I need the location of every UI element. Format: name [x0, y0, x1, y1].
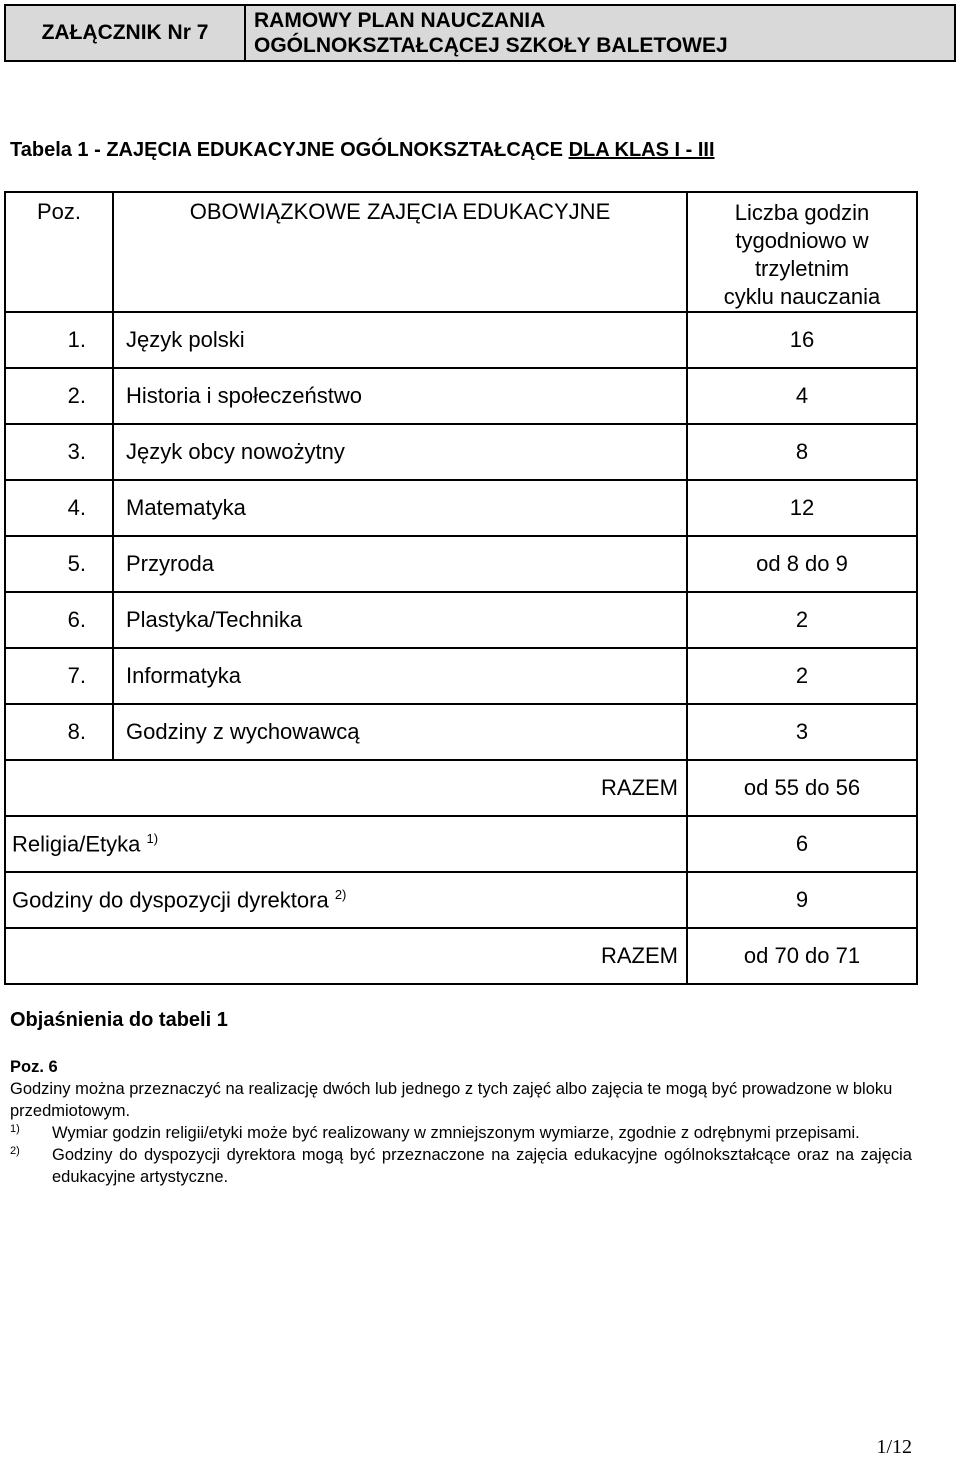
table-row	[5, 312, 917, 368]
table-title-main: Tabela 1 - ZAJĘCIA EDUKACYJNE OGÓLNOKSZTAŁCĄCE	[10, 139, 569, 161]
dyrektor-label: Godziny do dyspozycji dyrektora	[12, 887, 329, 913]
row-subject: Plastyka/Technika	[113, 592, 687, 648]
header-box	[4, 4, 956, 62]
explanations-notes	[10, 1056, 912, 1188]
row-subject: Informatyka	[113, 648, 687, 704]
razem-value: od 55 do 56	[687, 760, 917, 816]
footnote-2-mark: 2)	[10, 1145, 20, 1157]
dyrektor-cell	[5, 872, 687, 928]
footnote-2	[10, 1144, 912, 1188]
header-hours	[687, 192, 917, 312]
row-hours: od 8 do 9	[687, 536, 917, 592]
razem-label: RAZEM	[113, 928, 687, 984]
row-number: 8.	[5, 704, 113, 760]
table-header-row	[5, 192, 917, 312]
table-title	[10, 139, 715, 162]
row-subject: Język polski	[113, 312, 687, 368]
row-subject: Historia i społeczeństwo	[113, 368, 687, 424]
row-number: 3.	[5, 424, 113, 480]
title-line-2: OGÓLNOKSZTAŁCĄCEJ SZKOŁY BALETOWEJ	[254, 34, 728, 57]
footnote-1	[10, 1122, 912, 1144]
dyrektor-value: 9	[687, 872, 917, 928]
razem-row-2	[5, 928, 917, 984]
table-row	[5, 368, 917, 424]
poz-label: Poz. 6	[10, 1058, 58, 1076]
table-row	[5, 480, 917, 536]
row-number: 2.	[5, 368, 113, 424]
razem-value: od 70 do 71	[687, 928, 917, 984]
footnote-1-mark: 1)	[10, 1123, 20, 1135]
razem-spacer	[5, 928, 113, 984]
curriculum-table	[4, 191, 918, 985]
table-row	[5, 536, 917, 592]
row-hours: 16	[687, 312, 917, 368]
header-hours-line-2: tygodniowo w trzyletnim	[735, 228, 869, 281]
razem-label: RAZEM	[113, 760, 687, 816]
religia-cell	[5, 816, 687, 872]
row-hours: 4	[687, 368, 917, 424]
razem-spacer	[5, 760, 113, 816]
row-number: 6.	[5, 592, 113, 648]
table-row	[5, 704, 917, 760]
poz-text: Godziny można przeznaczyć na realizację dwóch lub jednego z tych zajęć albo zajęcia te mogą być prowadzone w bloku przedmiotowym.	[10, 1080, 893, 1120]
footnote-1-text: Wymiar godzin religii/etyki może być realizowany w zmniejszonym wymiarze, zgodnie z odrębnymi przepisami.	[52, 1124, 860, 1142]
razem-row-1	[5, 760, 917, 816]
row-number: 5.	[5, 536, 113, 592]
row-subject: Godziny z wychowawcą	[113, 704, 687, 760]
row-number: 1.	[5, 312, 113, 368]
title-line-1: RAMOWY PLAN NAUCZANIA	[254, 9, 546, 32]
row-hours: 12	[687, 480, 917, 536]
row-hours: 8	[687, 424, 917, 480]
explanations-title: Objaśnienia do tabeli 1	[10, 1009, 228, 1031]
row-hours: 3	[687, 704, 917, 760]
row-hours: 2	[687, 648, 917, 704]
row-subject: Matematyka	[113, 480, 687, 536]
document-title	[246, 6, 954, 60]
header-poz: Poz.	[5, 192, 113, 312]
religia-label: Religia/Etyka	[12, 831, 141, 857]
religia-footnote-ref: 1)	[146, 830, 159, 846]
page-number: 1/12	[876, 1436, 912, 1458]
table-row	[5, 648, 917, 704]
dyrektor-footnote-ref: 2)	[334, 886, 347, 902]
row-number: 4.	[5, 480, 113, 536]
header-hours-line-1: Liczba godzin	[734, 200, 870, 225]
table-row	[5, 592, 917, 648]
footnote-2-text: Godziny do dyspozycji dyrektora mogą być przeznaczone na zajęcia edukacyjne ogólnokształcące oraz na zajęcia edukacyjne artystyczne.	[52, 1146, 912, 1186]
religia-value: 6	[687, 816, 917, 872]
table-row	[5, 424, 917, 480]
row-hours: 2	[687, 592, 917, 648]
attachment-label: ZAŁĄCZNIK Nr 7	[6, 6, 246, 60]
table-title-classes: DLA KLAS I - III	[568, 139, 715, 161]
header-hours-line-3: cyklu nauczania	[723, 284, 881, 309]
header-subject: OBOWIĄZKOWE ZAJĘCIA EDUKACYJNE	[113, 192, 687, 312]
religia-row	[5, 816, 917, 872]
row-subject: Przyroda	[113, 536, 687, 592]
row-number: 7.	[5, 648, 113, 704]
row-subject: Język obcy nowożytny	[113, 424, 687, 480]
dyrektor-row	[5, 872, 917, 928]
